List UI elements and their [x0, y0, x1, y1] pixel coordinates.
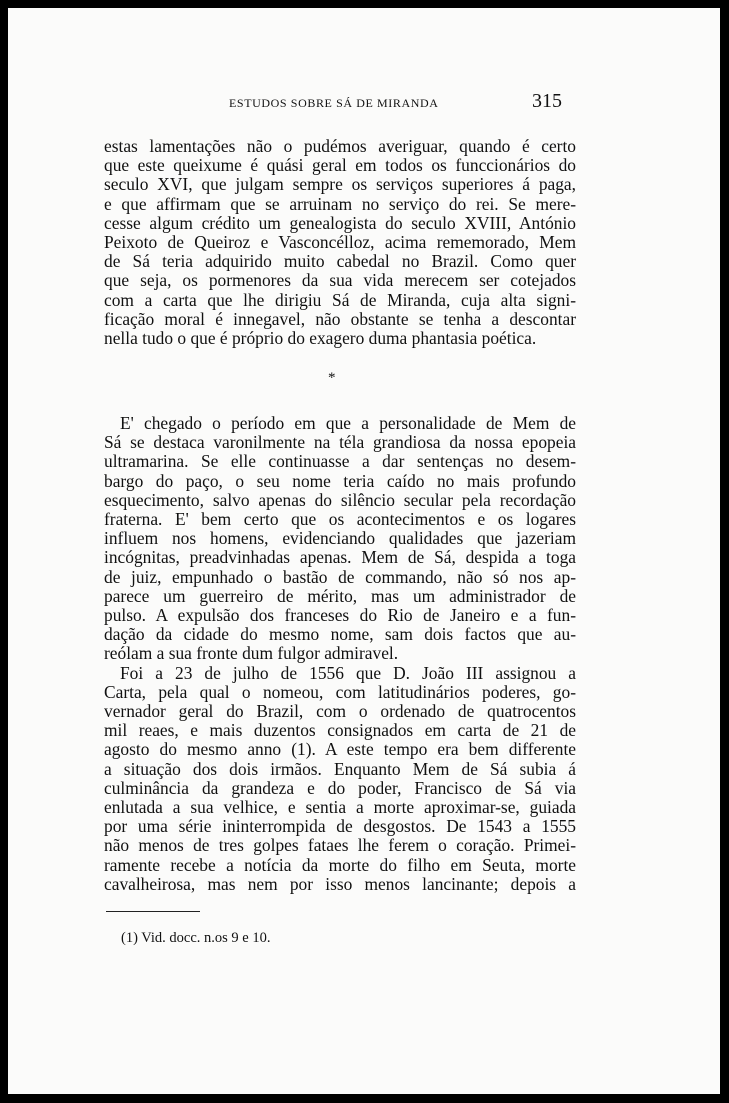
text-line: que seja, os pormenores da sua vida merecem ser cotejados: [104, 270, 576, 291]
text-line: de Sá teria adquirido muito cabedal no Brazil. Como quer: [104, 251, 576, 272]
text-line: ramente recebe a notícia da morte do filho em Seuta, morte: [104, 854, 576, 875]
section-break-asterisk: *: [328, 370, 336, 386]
text-line: Peixoto de Queiroz e Vasconcélloz, acima rememorado, Mem: [104, 232, 576, 253]
text-line: bargo do paço, o seu nome teria caído no mais profundo: [104, 470, 576, 491]
text-line: culminância da grandeza e do poder, Francisco de Sá via: [104, 777, 576, 798]
text-line: reólam a sua fronte dum fulgor admiravel.: [104, 643, 399, 664]
paragraph-1: [104, 137, 576, 348]
text-line: não menos de tres golpes fataes lhe ferem o coração. Primei-: [104, 835, 576, 856]
text-line: influem nos homens, evidenciando qualidades que jazeriam: [104, 528, 576, 549]
body-text-block-1: [104, 137, 576, 348]
text-line: Sá se destaca varonilmente na téla grandiosa da nossa epopeia: [104, 432, 576, 453]
page-number: 315: [532, 90, 562, 112]
text-line: de juiz, empunhado o bastão de commando, não só nos ap-: [104, 566, 576, 587]
text-line: pulso. A expulsão dos franceses do Rio de Janeiro e a fun-: [104, 605, 576, 626]
text-line: ficação moral é innegavel, não obstante se tenha a descontar: [104, 308, 576, 329]
text-line: por uma série ininterrompida de desgostos. De 1543 a 1555: [104, 816, 576, 837]
footnote-rule: [106, 911, 200, 912]
text-line: que este queixume é quási geral em todos os funccionários do: [104, 155, 576, 176]
running-head: [8, 90, 720, 114]
text-line: incógnitas, preadvinhadas apenas. Mem de Sá, despida a toga: [104, 547, 576, 568]
text-line: mil reaes, e mais duzentos consignados em carta de 21 de: [104, 720, 576, 741]
paragraph-3: [104, 664, 576, 894]
footnote: (1) Vid. docc. n.os 9 e 10.: [121, 930, 271, 946]
text-line: cesse algum crédito um genealogista do seculo XVIII, António: [104, 212, 576, 233]
text-line: parece um guerreiro de mérito, mas um administrador de: [104, 585, 576, 606]
text-line: Carta, pela qual o nomeou, com latitudinários poderes, go-: [104, 681, 576, 702]
text-line: fraterna. E' bem certo que os acontecimentos e os logares: [104, 509, 576, 530]
book-page: [8, 8, 720, 1094]
text-line: dação da cidade do mesmo nome, sam dois factos que au-: [104, 624, 576, 645]
text-line: e que affirmam que se arruinam no serviço do rei. Se mere-: [104, 193, 576, 214]
text-line: vernador geral do Brazil, com o ordenado de quatrocentos: [104, 701, 576, 722]
text-line: estas lamentações não o pudémos averiguar, quando é certo: [104, 136, 576, 156]
text-line: seculo XVI, que julgam sempre os serviços superiores á paga,: [104, 174, 576, 195]
body-text-block-2: [104, 414, 576, 894]
text-line: enlutada a sua velhice, e sentia a morte aproximar-se, guiada: [104, 797, 576, 818]
running-head-title: ESTUDOS SOBRE SÁ DE MIRANDA: [229, 96, 439, 110]
text-line: cavalheirosa, mas nem por isso menos lancinante; depois a: [104, 873, 576, 894]
text-line: agosto do mesmo anno (1). A este tempo era bem differente: [104, 739, 576, 760]
text-line: esquecimento, salvo apenas do silêncio secular pela recordação: [104, 489, 576, 510]
text-line: com a carta que lhe dirigiu Sá de Miranda, cuja alta signi-: [104, 289, 576, 310]
text-line: nella tudo o que é próprio do exagero duma phantasia poética.: [104, 328, 537, 349]
text-line: E' chegado o período em que a personalidade de Mem de: [120, 413, 576, 433]
text-line: Foi a 23 de julho de 1556 que D. João III assignou a: [120, 662, 576, 683]
paragraph-2: [104, 414, 576, 664]
text-line: a situação dos dois irmãos. Enquanto Mem de Sá subia á: [104, 758, 576, 779]
text-line: ultramarina. Se elle continuasse a dar sentenças no desem-: [104, 451, 576, 472]
